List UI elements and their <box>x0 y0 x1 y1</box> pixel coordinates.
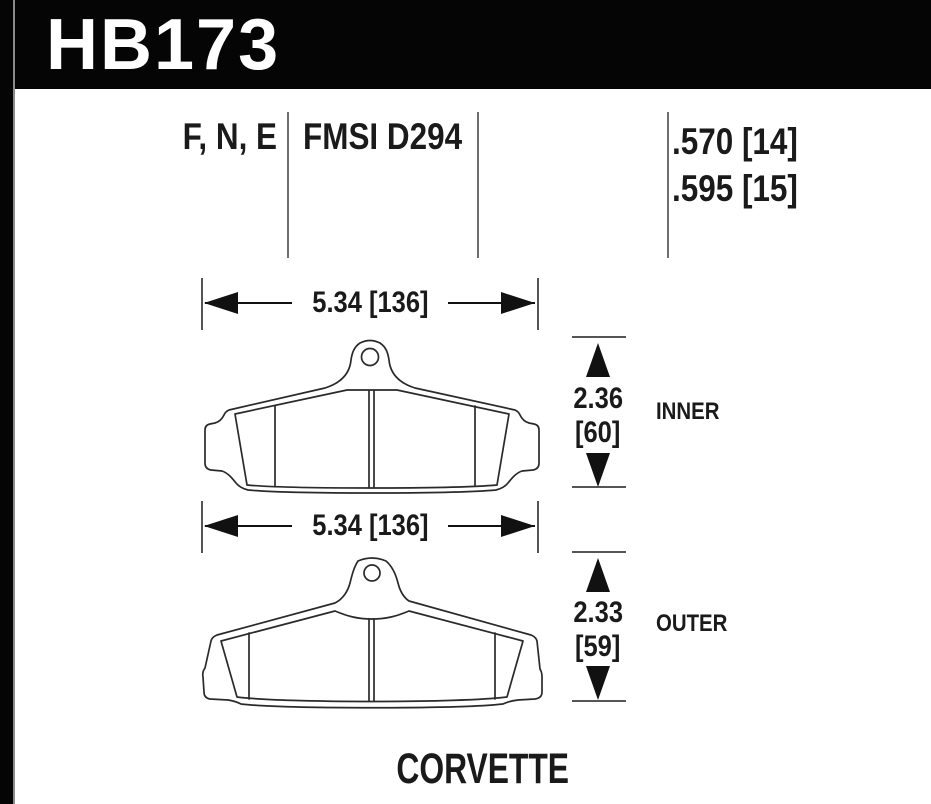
spec-divider-3 <box>667 112 669 258</box>
dim-tick <box>201 501 203 553</box>
backing-plate-outline <box>205 341 539 494</box>
dim-tick <box>572 551 626 553</box>
dim-tick <box>537 501 539 553</box>
inner-pad-label: INNER <box>656 398 720 425</box>
arrowhead-up-icon <box>586 343 610 377</box>
vehicle-name: CORVETTE <box>396 745 570 793</box>
arrowhead-up-icon <box>586 558 610 592</box>
dim-tick <box>537 278 539 330</box>
arrowhead-down-icon <box>586 453 610 487</box>
outer-pad-label: OUTER <box>656 610 728 637</box>
dim-tick <box>201 278 203 330</box>
part-number: HB173 <box>46 5 281 85</box>
header-bar <box>0 0 931 89</box>
arrowhead-down-icon <box>586 666 610 700</box>
outer-width-dimension: 5.34 [136] <box>220 510 520 542</box>
fmsi-number-text: FMSI D294 <box>303 116 463 157</box>
dim-tick <box>572 700 626 702</box>
pad-thickness-line1: .570 [14] <box>672 121 798 162</box>
inner-pad-drawing <box>197 333 557 497</box>
outer-pad-drawing <box>197 551 557 713</box>
spec-divider-2 <box>477 112 479 258</box>
mounting-hole <box>362 349 379 366</box>
outer-height-mm: [59] <box>575 630 621 663</box>
inner-height-inches: 2.36 <box>573 382 623 415</box>
pad-thickness <box>672 118 820 212</box>
fmsi-number <box>289 117 476 157</box>
pad-thickness-line2: .595 [15] <box>672 168 798 209</box>
dim-tick <box>572 336 626 338</box>
outer-height-inches: 2.33 <box>573 596 623 629</box>
mounting-hole <box>364 565 380 581</box>
compound-codes-text: F, N, E <box>182 116 277 157</box>
left-edge-bar <box>0 0 15 804</box>
inner-width-dimension: 5.34 [136] <box>220 287 520 319</box>
compound-codes <box>100 117 277 157</box>
friction-material-outline <box>235 390 509 488</box>
friction-material-outline <box>221 611 523 702</box>
inner-height-mm: [60] <box>575 416 621 449</box>
